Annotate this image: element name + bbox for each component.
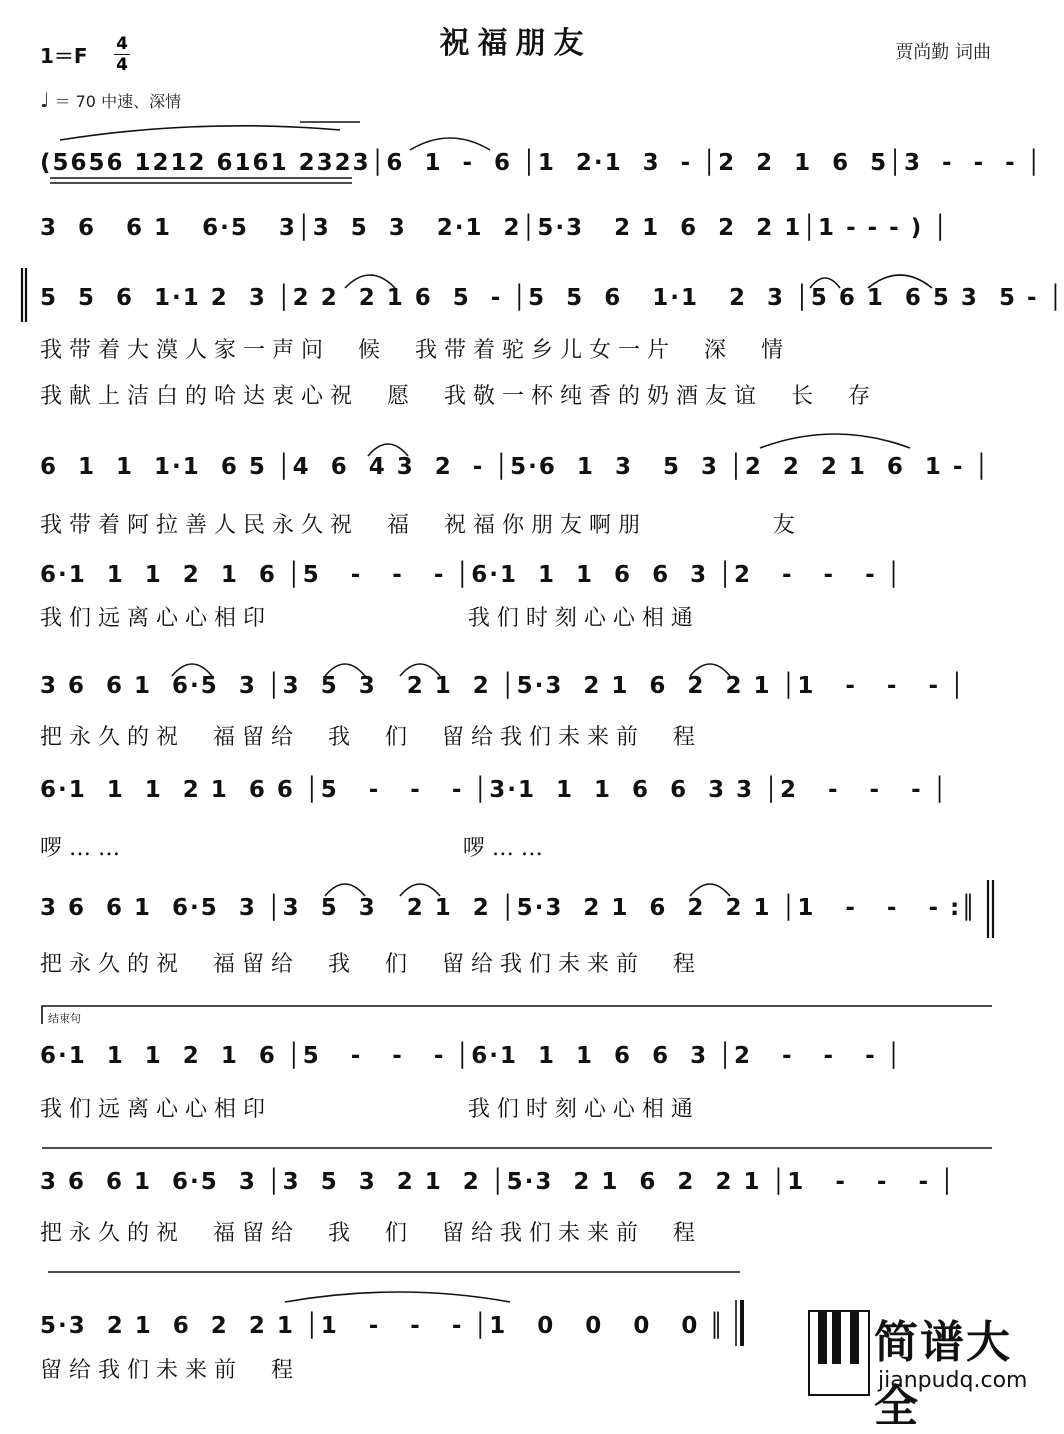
tie-mark (400, 664, 440, 676)
lyric-line-7: 把永久的祝 福留给 我 们 留给我们未来前 程 (40, 952, 702, 977)
logo-name: 简谱大全 (874, 1317, 1012, 1432)
time-signature-bottom: 4 (116, 55, 128, 75)
score-row-notes: 5·3 2 1 6 2 2 1 │1 - - - │1 0 0 0 0 ║ (40, 1313, 726, 1339)
tie-mark (868, 275, 932, 288)
score-row-notes: 5 5 6 1·1 2 3 │2 2 2 1 6 5 - │5 5 6 1·1 2 3 │5 6 1 6 5 3 5 - │ (40, 285, 1064, 311)
score-row-notes: 3 6 6 1 6·5 3 │3 5 3 2 1 2 │5·3 2 1 6 2 2 1 │1 - - - :║ (40, 895, 978, 921)
beam-underline (50, 178, 352, 183)
tempo-text: ＝ 70 中速、深情 (54, 92, 182, 111)
logo-url: jianpudq.com (878, 1368, 1028, 1393)
tie-mark (690, 664, 730, 676)
lyric-line-6: 啰…… 啰…… (40, 836, 550, 861)
score-row-notes: 3 6 6 1 6·5 3│3 5 3 2·1 2│5·3 2 1 6 2 2 1│1 - - - ) │ (40, 215, 950, 241)
quarter-note-icon: ♩ (40, 88, 50, 112)
lyric-line-9: 把永久的祝 福留给 我 们 留给我们未来前 程 (40, 1221, 702, 1246)
composer-credit: 贾尚勤 词曲 (895, 42, 991, 63)
ending-bracket (42, 1006, 992, 1024)
score-row-notes: (5656 1212 6161 2323│6 1 - 6 │1 2·1 3 - │2 2 1 6 5│3 - - - │ (40, 150, 1043, 176)
lyric-line-3: 我带着阿拉善人民永久祝 福 祝福你朋友啊朋 友 (40, 513, 802, 538)
site-logo (808, 1304, 1030, 1432)
repeat-end-bar (988, 880, 993, 938)
repeat-start-bar (22, 268, 26, 322)
lyric-line-5: 把永久的祝 福留给 我 们 留给我们未来前 程 (40, 725, 702, 750)
tie-mark (690, 884, 730, 896)
tie-mark (325, 664, 365, 676)
score-row-notes: 6·1 1 1 2 1 6 6 │5 - - - │3·1 1 1 6 6 3 3 │2 - - - │ (40, 777, 949, 803)
tie-mark (172, 664, 212, 676)
lyric-line-1: 我带着大漠人家一声问 候 我带着驼乡儿女一片 深 情 (40, 338, 790, 363)
slur-mark (60, 126, 340, 140)
tie-mark (810, 278, 840, 288)
song-title: 祝福朋友 (439, 26, 592, 61)
tie-mark (410, 138, 490, 150)
score-row-notes: 3 6 6 1 6·5 3 │3 5 3 2 1 2 │5·3 2 1 6 2 2 1 │1 - - - │ (40, 673, 966, 699)
slur-mark (760, 434, 910, 448)
tie-mark (368, 444, 408, 456)
time-signature-top: 4 (116, 34, 128, 54)
score-row-notes: 3 6 6 1 6·5 3 │3 5 3 2 1 2 │5·3 2 1 6 2 2 1 │1 - - - │ (40, 1169, 956, 1195)
lyric-line-8: 我们远离心心相印 我们时刻心心相通 (40, 1097, 700, 1122)
lyric-line-4: 我们远离心心相印 我们时刻心心相通 (40, 606, 700, 631)
score-row-notes: 6·1 1 1 2 1 6 │5 - - - │6·1 1 1 6 6 3 │2 - - - │ (40, 562, 903, 588)
tie-mark (345, 275, 395, 288)
lyric-line-2: 我献上洁白的哈达衷心祝 愿 我敬一杯纯香的奶酒友谊 长 存 (40, 384, 877, 409)
lyric-line-10: 留给我们未来前 程 (40, 1358, 300, 1383)
slur-mark (285, 1292, 510, 1302)
piano-icon (808, 1310, 870, 1396)
score-row-notes: 6·1 1 1 2 1 6 │5 - - - │6·1 1 1 6 6 3 │2 - - - │ (40, 1043, 903, 1069)
key-signature: 1＝F (40, 44, 88, 68)
tie-mark (325, 884, 365, 896)
ending-section-label: 结束句 (48, 1012, 81, 1025)
tie-mark (400, 884, 440, 896)
score-row-notes: 6 1 1 1·1 6 5 │4 6 4 3 2 - │5·6 1 3 5 3 │2 2 2 1 6 1 - │ (40, 454, 991, 480)
